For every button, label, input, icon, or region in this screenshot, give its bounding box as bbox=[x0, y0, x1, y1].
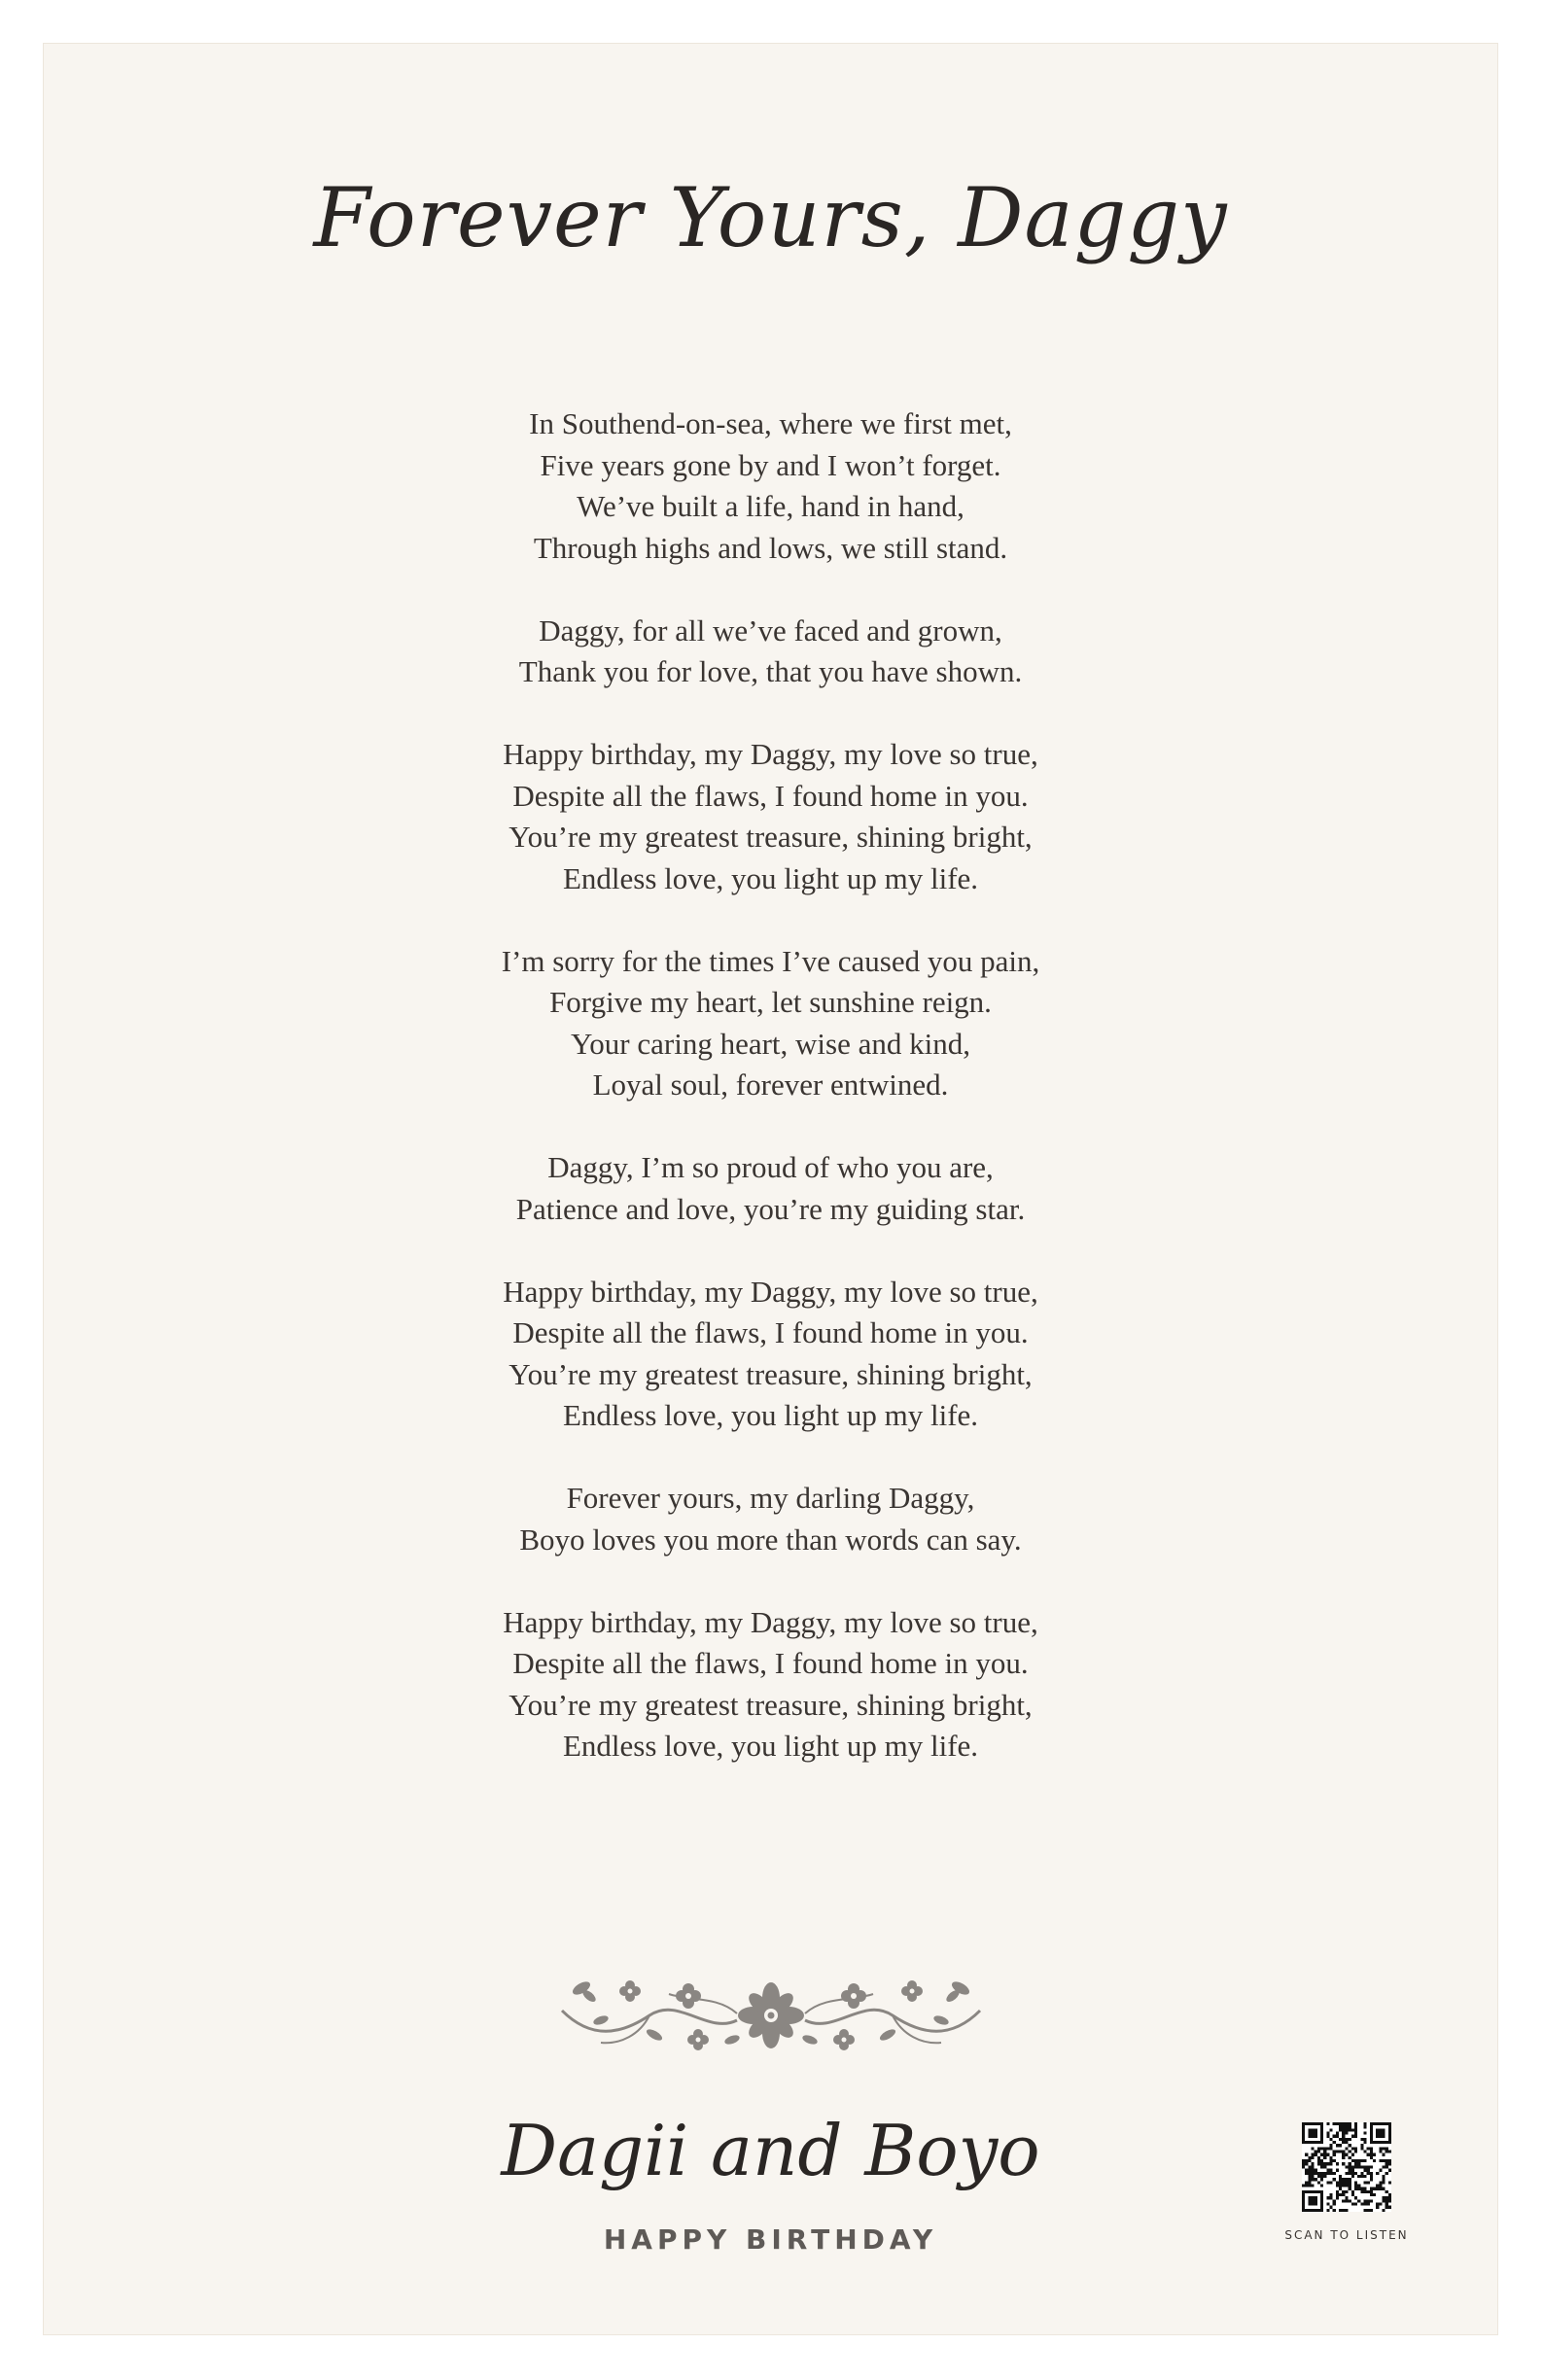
stanza bbox=[44, 1272, 1497, 1437]
lyric-line: Patience and love, you’re my guiding star. bbox=[515, 1191, 1026, 1226]
poem-title: Forever Yours, Daggy bbox=[313, 170, 1228, 265]
lyric-line: Endless love, you light up my life. bbox=[562, 1729, 979, 1763]
lyric-line: Your caring heart, wise and kind, bbox=[571, 1026, 970, 1061]
lyric-line: In Southend-on-sea, where we first met, bbox=[529, 406, 1012, 440]
lyric-line: Five years gone by and I won’t forget. bbox=[540, 447, 1001, 482]
lyric-line: Loyal soul, forever entwined. bbox=[592, 1068, 949, 1102]
floral-divider-icon bbox=[44, 1967, 1497, 2064]
stanza bbox=[44, 611, 1497, 693]
stanza bbox=[44, 1478, 1497, 1560]
stanza bbox=[44, 403, 1497, 569]
names-signature: Dagii and Boyo bbox=[501, 2110, 1040, 2191]
lyric-line: Despite all the flaws, I found home in you. bbox=[512, 1315, 1029, 1349]
lyric-line: Happy birthday, my Daggy, my love so true, bbox=[503, 1274, 1038, 1309]
lyric-line: I’m sorry for the times I’ve caused you pain, bbox=[501, 943, 1040, 978]
lyric-line: You’re my greatest treasure, shining bright, bbox=[508, 1687, 1033, 1722]
stanza bbox=[44, 734, 1497, 899]
occasion-label: HAPPY BIRTHDAY bbox=[603, 2223, 938, 2256]
lyric-line: Happy birthday, my Daggy, my love so true, bbox=[503, 1604, 1038, 1639]
lyric-line: Thank you for love, that you have shown. bbox=[518, 654, 1023, 688]
qr-caption: SCAN TO LISTEN bbox=[1284, 2228, 1409, 2242]
lyric-line: Daggy, I’m so proud of who you are, bbox=[547, 1150, 994, 1184]
lyric-line: Endless love, you light up my life. bbox=[562, 1398, 979, 1432]
lyric-line: Forever yours, my darling Daggy, bbox=[566, 1481, 975, 1515]
stanza bbox=[44, 941, 1497, 1106]
stanza bbox=[44, 1602, 1497, 1768]
lyric-line: Boyo loves you more than words can say. bbox=[519, 1522, 1022, 1557]
lyric-line: Despite all the flaws, I found home in you. bbox=[512, 1646, 1029, 1680]
poster-page bbox=[43, 43, 1498, 2335]
lyric-line: Daggy, for all we’ve faced and grown, bbox=[539, 612, 1002, 648]
qr-code-icon[interactable] bbox=[1302, 2122, 1391, 2212]
lyric-line: We’ve built a life, hand in hand, bbox=[577, 489, 964, 523]
stanza bbox=[44, 1147, 1497, 1230]
lyric-line: You’re my greatest treasure, shining bright, bbox=[508, 820, 1033, 854]
lyric-line: Endless love, you light up my life. bbox=[562, 860, 979, 895]
lyric-line: Through highs and lows, we still stand. bbox=[533, 530, 1008, 565]
lyric-line: You’re my greatest treasure, shining bright, bbox=[508, 1356, 1033, 1391]
lyric-line: Forgive my heart, let sunshine reign. bbox=[549, 985, 992, 1019]
lyric-line: Happy birthday, my Daggy, my love so true, bbox=[503, 737, 1038, 771]
lyric-line: Despite all the flaws, I found home in you. bbox=[512, 778, 1029, 813]
lyrics-body bbox=[44, 403, 1497, 1808]
